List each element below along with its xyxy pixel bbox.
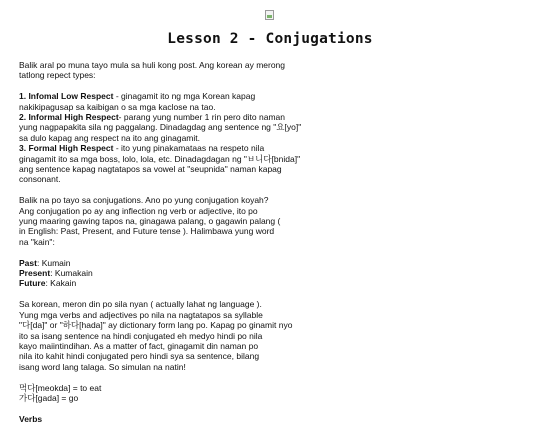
text-line: - ito yung pinakamataas na respeto nila [113, 143, 265, 154]
tense-list [19, 258, 309, 289]
text-line: Yung mga verbs and adjectives po nila na nagtatapos sa syllable [19, 309, 263, 320]
respect-type-heading: 2. Informal High Respect [19, 112, 119, 123]
respect-type-heading: 1. Infomal Low Respect [19, 91, 114, 102]
korean-note-paragraph [19, 299, 309, 372]
text-line: nila ito kahit hindi conjugated pero hindi sya sa sentence, bilang [19, 351, 260, 362]
text-line: nakikipagusap sa kaibigan o sa mga kaclose na tao. [19, 101, 216, 112]
text-line: ang sentence kapag nagtatapos sa vowel at "seupnida" naman kapag [19, 164, 282, 175]
text-line: consonant. [19, 174, 61, 185]
examples-list [19, 383, 309, 404]
broken-image-icon [265, 10, 274, 20]
text-line: ginagamit ito sa mga boss, lolo, lola, etc. Dinadagdagan ng "ㅂ니다[bnida]" [19, 153, 301, 164]
respect-type-item [19, 143, 309, 153]
respect-type-item [19, 91, 309, 101]
tense-value: : Kumakain [50, 268, 93, 279]
text-line: na "kain": [19, 236, 55, 247]
text-line: - parang yung number 1 rin pero dito naman [118, 112, 285, 123]
text-line: ito sa isang sentence na hindi conjugated eh medyo hindi po nila [19, 330, 263, 341]
text-line: Balik na po tayo sa conjugations. Ano po yung conjugation koyah? [19, 195, 269, 206]
section-heading: Verbs [19, 413, 43, 424]
respect-type-heading: 3. Formal High Respect [19, 143, 114, 154]
text-line: kayo maiintindihan. As a matter of fact, ginagamit din naman po [19, 340, 259, 351]
text-line: sa dulo kapag ang respect na ito ang ginagamit. [19, 132, 200, 143]
text-line: Sa korean, meron din po sila nyan ( actually lahat ng language ). [19, 299, 262, 310]
page-title: Lesson 2 - Conjugations [167, 31, 373, 47]
tense-label: Future [19, 278, 46, 289]
tense-value: : Kumain [36, 257, 71, 268]
text-line: Ang conjugation po ay ang inflection ng verb or adjective, ito po [19, 205, 258, 216]
tense-item [19, 268, 309, 278]
tense-item [19, 278, 309, 288]
text-line: in English: Past, Present, and Future tense ). Halimbawa yung word [19, 226, 275, 237]
tense-value: : Kakain [45, 278, 77, 289]
text-line: yung nagpapakita sila ng paggalang. Dinadagdag ang sentence ng "요[yo]" [19, 122, 302, 133]
tense-label: Past [19, 257, 37, 268]
text-line: isang word lang talaga. So simulan na natin! [19, 361, 186, 372]
conjugation-paragraph [19, 195, 309, 247]
tense-label: Present [19, 268, 51, 279]
text-line: yung maaring gawing tapos na, ginagawa palang, o gagawin palang ( [19, 216, 281, 227]
text-line: tatlong repect types: [19, 70, 96, 81]
article-body [19, 60, 309, 435]
intro-paragraph [19, 60, 309, 81]
example-item: 먹다[meokda] = to eat [19, 382, 102, 393]
verbs-section [19, 414, 309, 424]
respect-type-item [19, 112, 309, 122]
respect-types-list [19, 91, 309, 185]
example-item: 가다[gada] = go [19, 392, 79, 403]
text-line: Balik aral po muna tayo mula sa huli kong post. Ang korean ay merong [19, 60, 286, 70]
tense-item [19, 258, 309, 268]
text-line: "다[da]" or "하다[hada]" ay dictionary form lang po. Kapag po ginamit nyo [19, 320, 293, 331]
text-line: - ginagamit ito ng mga Korean kapag [113, 91, 256, 102]
